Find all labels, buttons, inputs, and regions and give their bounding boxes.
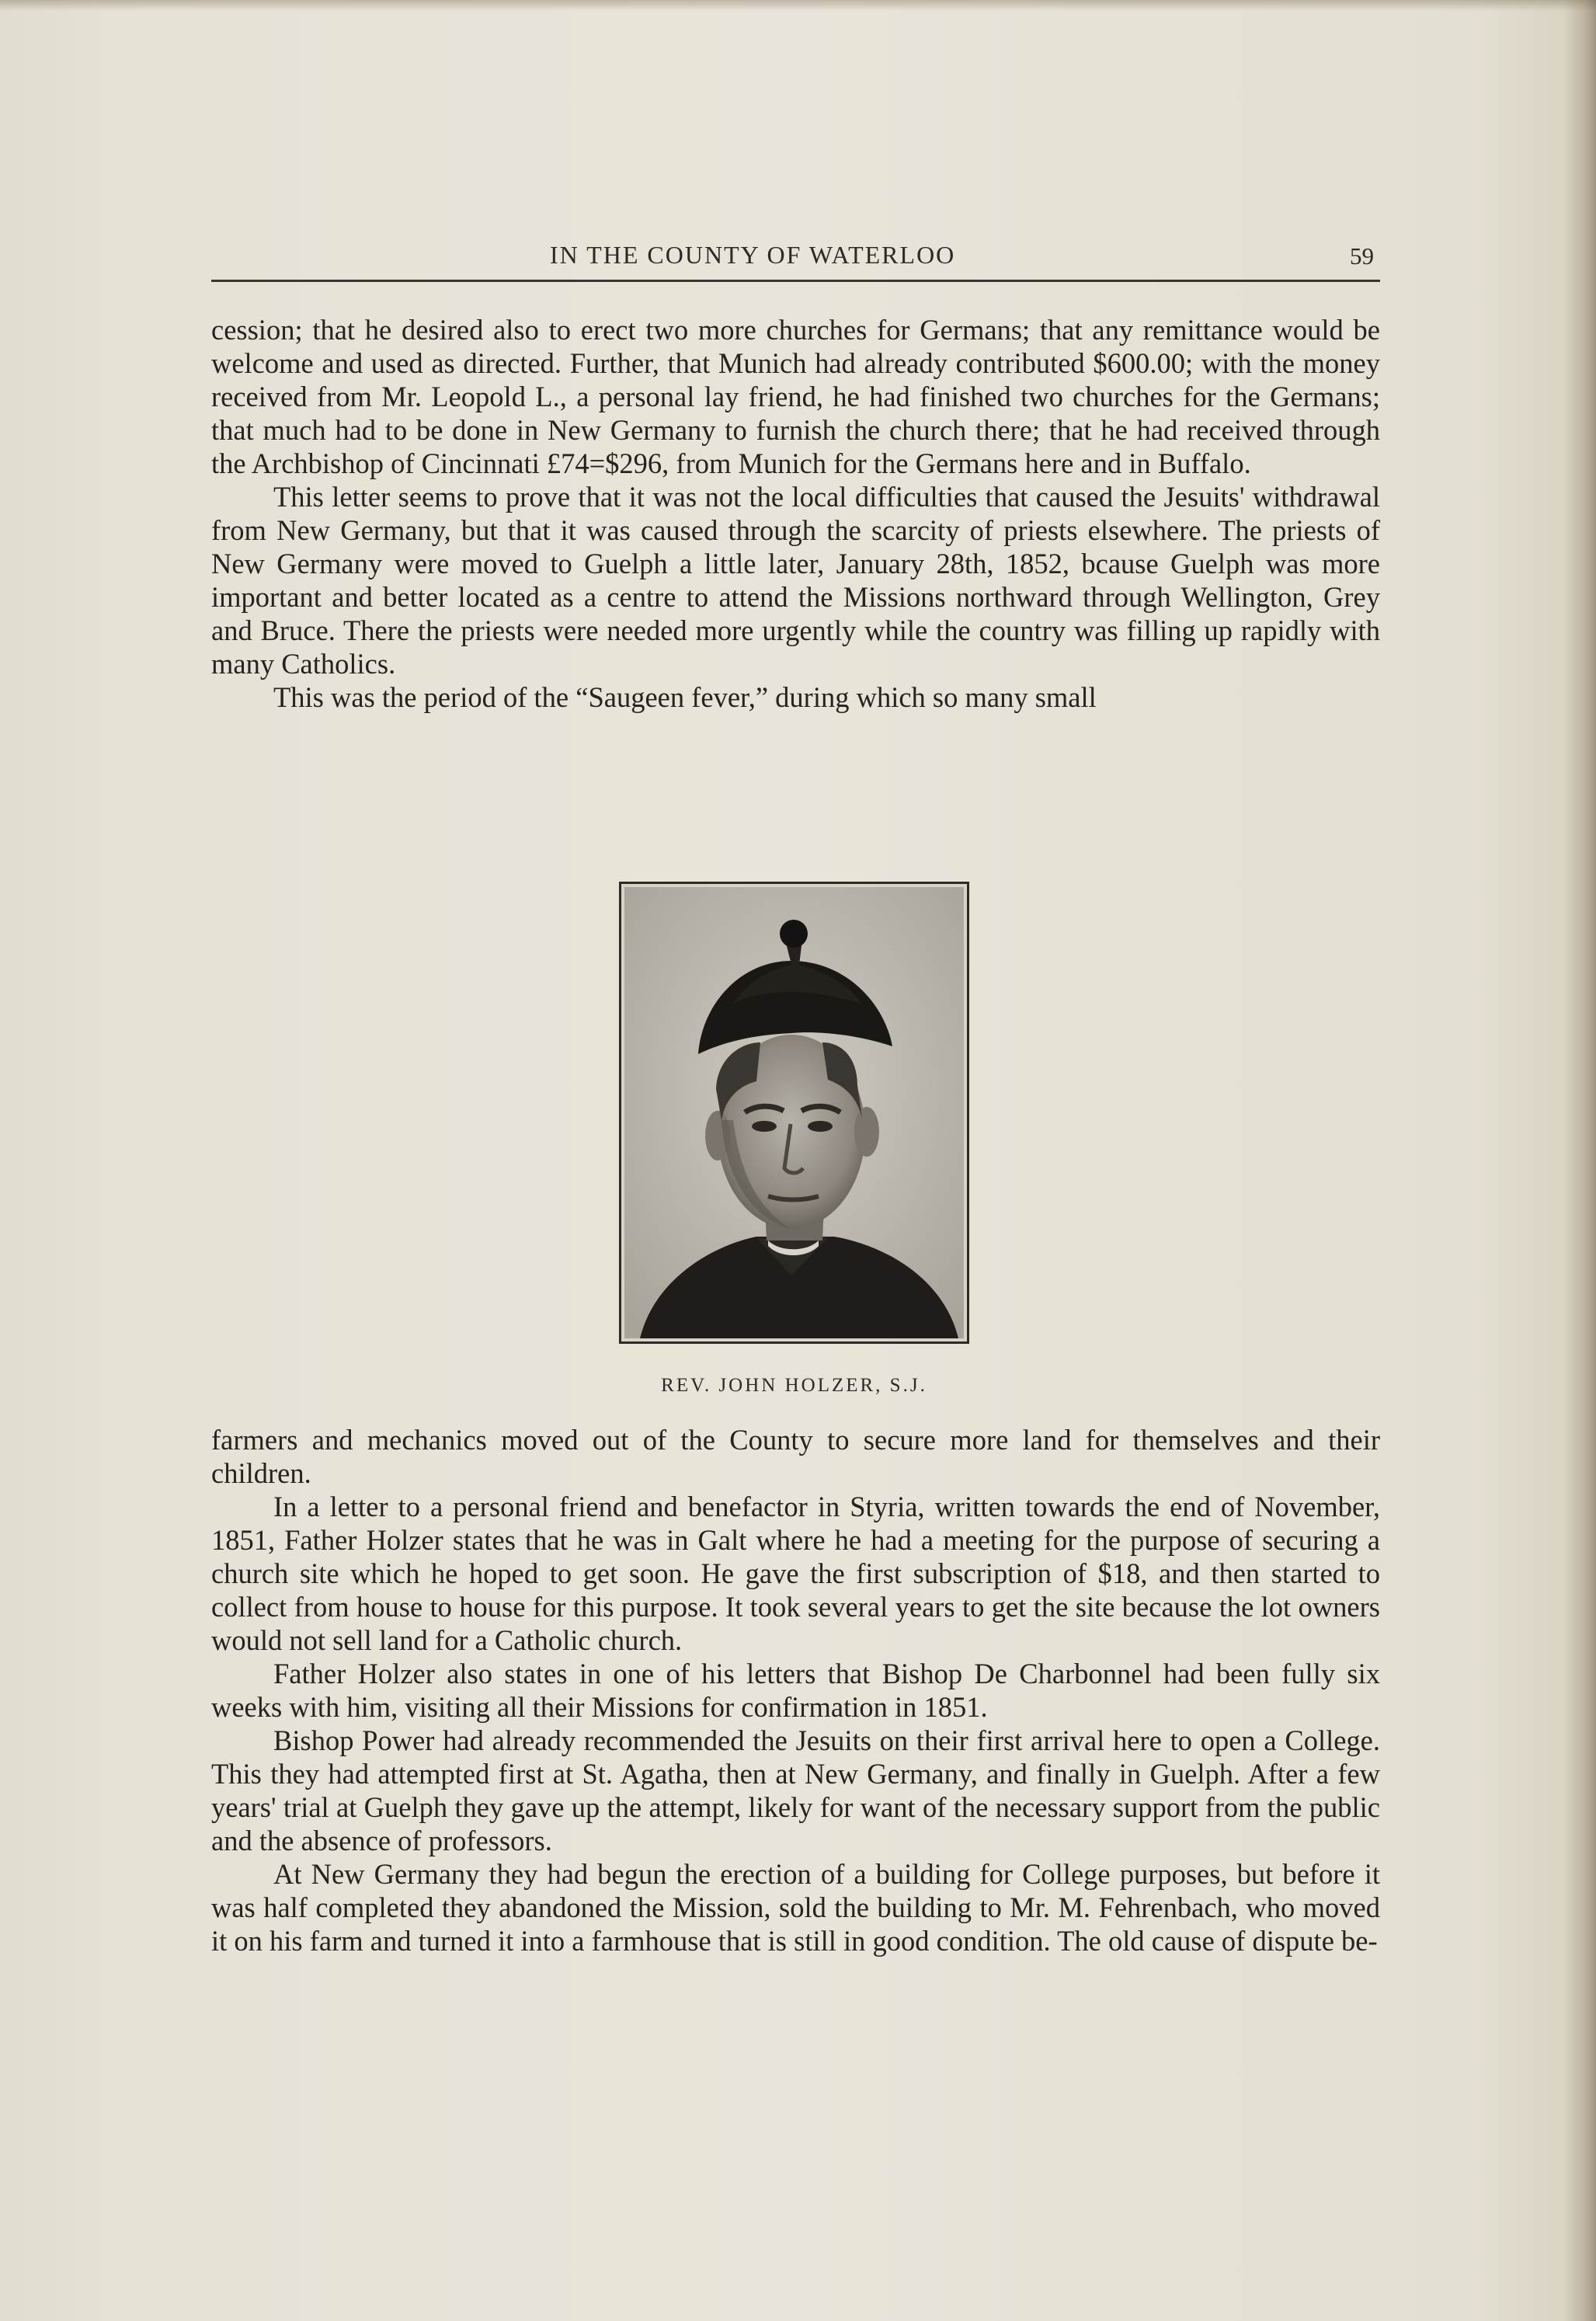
body-text-top bbox=[211, 313, 1380, 714]
body-text-bottom bbox=[211, 1423, 1380, 1957]
paragraph: At New Germany they had begun the erection of a building for College purposes, but before it was half completed they abandoned the Mission, sold the building to Mr. M. Fehrenbach, who moved it on his farm and turned it into a farmhouse that is still in good condition. The old cause of dispute be- bbox=[211, 1858, 1380, 1957]
page-number: 59 bbox=[1350, 242, 1374, 270]
paragraph: This was the period of the “Saugeen fever,” during which so many small bbox=[273, 681, 1097, 713]
page-top-shadow bbox=[0, 0, 1596, 11]
paragraph: In a letter to a personal friend and benefactor in Styria, written towards the end of November, 1851, Father Holzer states that he was in Galt where he had a meeting for the purpose of securing a church site which he hoped to get soon. He gave the first subscription of $18, and then started to collect from house to house for this purpose. It took several years to get the site because the lot owners would not sell land for a Catholic church. bbox=[211, 1491, 1380, 1656]
portrait-image bbox=[624, 887, 964, 1338]
paragraph: Father Holzer also states in one of his letters that Bishop De Charbonnel had been fully six weeks with him, visiting all their Missions for confirmation in 1851. bbox=[211, 1658, 1380, 1723]
running-head bbox=[211, 233, 1380, 282]
page-edge-shadow bbox=[1563, 0, 1596, 2321]
portrait-photo bbox=[619, 882, 969, 1344]
paragraph: cession; that he desired also to erect two more churches for Germans; that any remittance would be welcome and used as directed. Further, that Munich had already contributed $600.00; with the money received from Mr. Leopold L., a personal lay friend, he had finished two churches for the Germans; that much had to be done in New Germany to furnish the church there; that he had received through the Archbishop of Cincinnati £74=$296, from Munich for the Germans here and in Buffalo. bbox=[211, 314, 1380, 479]
paragraph: This letter seems to prove that it was not the local difficulties that caused the Jesuits' withdrawal from New Germany, but that it was caused through the scarcity of priests elsewhere. The priests of New Germany were moved to Guelph a little later, January 28th, 1852, bcause Guelph was more important and better located as a centre to attend the Missions northward through Wellington, Grey and Bruce. There the priests were needed more urgently while the country was filling up rapidly with many Catholics. bbox=[211, 481, 1380, 680]
paragraph: Bishop Power had already recommended the Jesuits on their first arrival here to open a College. This they had attempted first at St. Agatha, then at New Germany, and finally in Guelph. After a few years' trial at Guelph they gave up the attempt, likely for want of the necessary support from the public and the absence of professors. bbox=[211, 1724, 1380, 1856]
paragraph: farmers and mechanics moved out of the County to secure more land for themselves and their children. bbox=[211, 1424, 1380, 1489]
photo-caption: REV. JOHN HOLZER, S.J. bbox=[661, 1375, 927, 1396]
running-title: IN THE COUNTY OF WATERLOO bbox=[550, 241, 956, 269]
